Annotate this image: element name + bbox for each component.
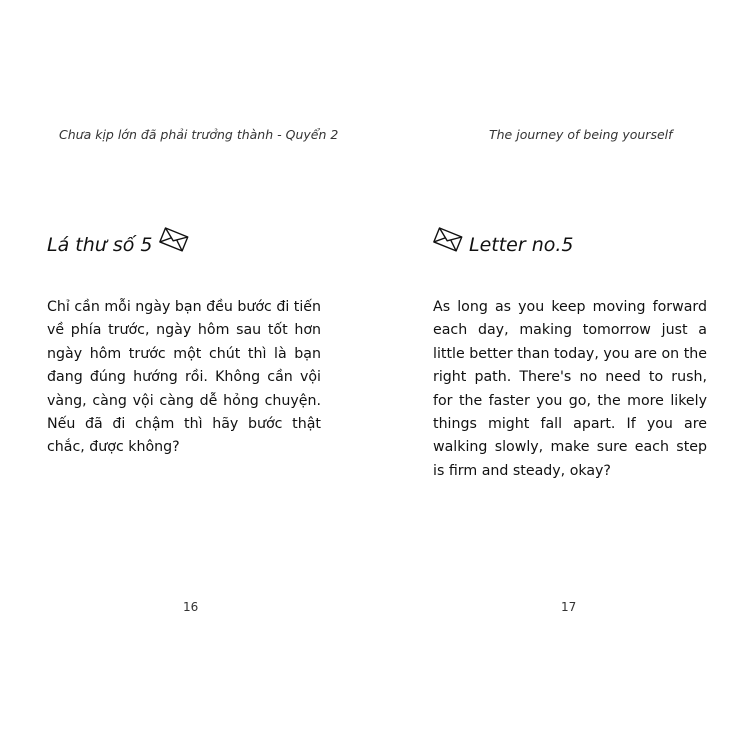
letter-title: Letter no.5 <box>469 233 574 256</box>
letter-heading <box>433 232 574 257</box>
letter-body: As long as you keep moving forward each day, making tomorrow just a little better than today, you are on the right path. There's no need to rush, for the faster you go, the more likely things might fall apart. If you are walking slowly, make sure each step is firm and steady, okay? <box>433 299 707 479</box>
page-number: 16 <box>183 600 199 614</box>
page-number: 17 <box>561 600 577 614</box>
right-page <box>375 0 750 750</box>
envelope-icon <box>159 226 189 257</box>
letter-body: Chỉ cần mỗi ngày bạn đều bước đi tiến về phía trước, ngày hôm sau tốt hơn ngày hôm trước một chút thì là bạn đang đúng hướng rồi. Không cần vội vàng, càng vội càng dễ hỏng chuyện. Nếu đã đi chậm thì hãy bước thật chắc, được không? <box>47 299 322 456</box>
running-head: The journey of being yourself <box>489 127 673 142</box>
envelope-icon <box>433 226 463 257</box>
letter-heading <box>47 232 189 257</box>
running-head: Chưa kịp lớn đã phải trưởng thành - Quyển 2 <box>59 127 339 142</box>
letter-title: Lá thư số 5 <box>47 233 153 256</box>
